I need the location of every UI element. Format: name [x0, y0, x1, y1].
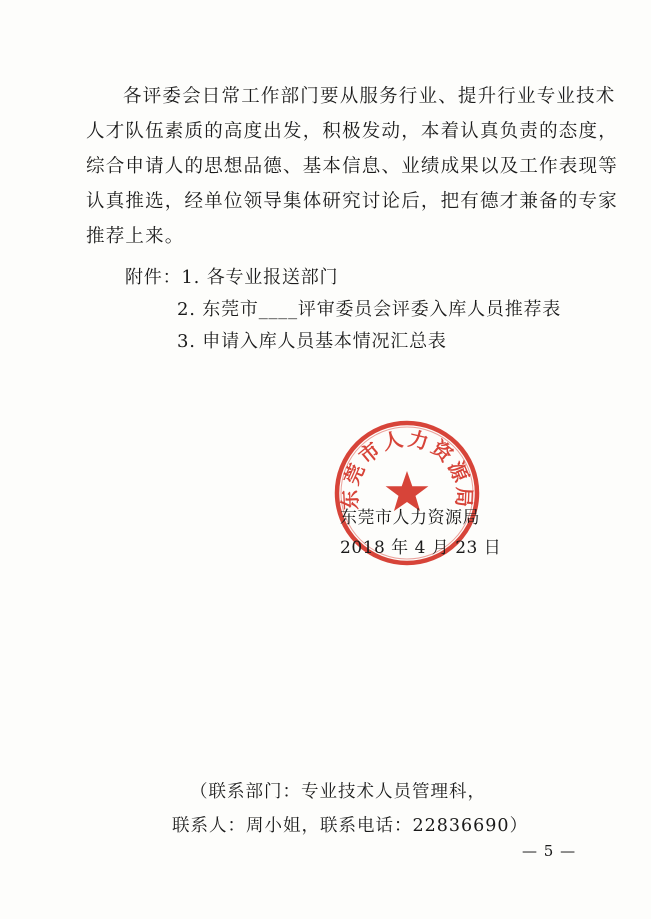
contact-line-1: （联系部门：专业技术人员管理科，	[190, 782, 486, 802]
paragraph-line: 认真推选，经单位领导集体研究讨论后，把有德才兼备的专家	[86, 191, 618, 212]
body-paragraph	[86, 79, 618, 254]
attachments-label: 附件：	[125, 267, 182, 288]
paragraph-line: 各评委会日常工作部门要从服务行业、提升行业专业技术	[123, 86, 616, 107]
attachment-item-2: 2. 东莞市____评审委员会评委入库人员推荐表	[177, 299, 562, 320]
contact-line-2: 联系人：周小姐，联系电话：22836690）	[172, 816, 529, 836]
paragraph-line: 推荐上来。	[86, 226, 185, 247]
contact-info	[172, 775, 528, 843]
page-number: — 5 —	[522, 842, 577, 860]
paragraph-line: 综合申请人的思想品德、基本信息、业绩成果以及工作表现等	[86, 156, 618, 177]
issue-date: 2018 年 4 月 23 日	[340, 538, 502, 558]
attachment-item-1: 附件：1. 各专业报送部门	[125, 267, 339, 288]
paragraph-line: 人才队伍素质的高度出发，积极发动，本着认真负责的态度，	[86, 121, 618, 142]
attachment-item-3: 3. 申请入库人员基本情况汇总表	[177, 331, 447, 352]
svg-text:东莞市人力资源局: 东莞市人力资源局	[337, 426, 477, 511]
issuer-name: 东莞市人力资源局	[340, 508, 480, 528]
attachments-list	[125, 262, 561, 358]
